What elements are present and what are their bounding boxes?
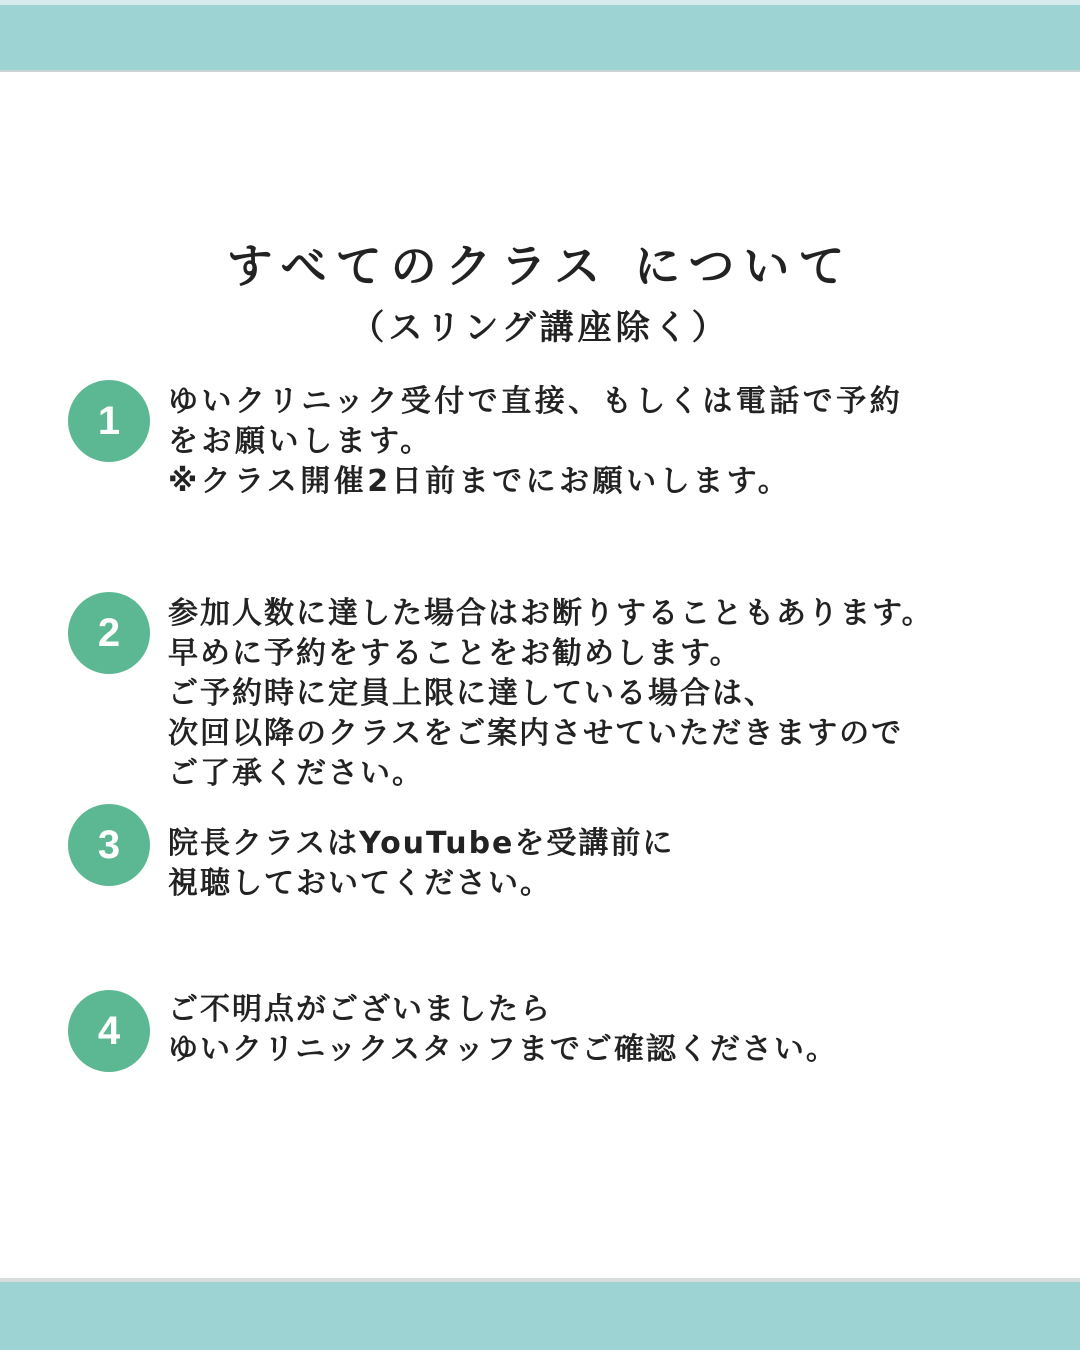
step-number-badge: 3 bbox=[68, 804, 150, 886]
step-text bbox=[168, 990, 1048, 1070]
step-line: ゆいクリニック受付で直接、もしくは電話で予約 bbox=[168, 384, 904, 419]
step-line: をお願いします。 bbox=[168, 424, 434, 459]
step-line: ご了承ください。 bbox=[168, 756, 424, 791]
top-band bbox=[0, 0, 1080, 72]
step-number-badge: 2 bbox=[68, 592, 150, 674]
step-text bbox=[168, 382, 1048, 502]
step-line: 早めに予約をすることをお勧めします。 bbox=[168, 636, 742, 671]
step-line: ご不明点がございましたら bbox=[168, 992, 552, 1027]
step-line: ご予約時に定員上限に達している場合は、 bbox=[168, 676, 776, 711]
step-line: 視聴しておいてください。 bbox=[168, 866, 552, 901]
step-number-badge: 1 bbox=[68, 380, 150, 462]
page-title: すべてのクラス について bbox=[226, 239, 854, 293]
step-line: 次回以降のクラスをご案内させていただきますので bbox=[168, 716, 904, 751]
step-line: 参加人数に達した場合はお断りすることもあります。 bbox=[168, 596, 934, 631]
step-number-badge: 4 bbox=[68, 990, 150, 1072]
step-line: 院長クラスはYouTubeを受講前に bbox=[168, 826, 675, 861]
step-text bbox=[168, 594, 1048, 794]
bottom-band bbox=[0, 1278, 1080, 1350]
step-text bbox=[168, 824, 1048, 904]
step-line: ※クラス開催2日前までにお願いします。 bbox=[168, 464, 792, 499]
step-line: ゆいクリニックスタッフまでご確認ください。 bbox=[168, 1032, 838, 1067]
page-subtitle: （スリング講座除く） bbox=[350, 308, 730, 348]
